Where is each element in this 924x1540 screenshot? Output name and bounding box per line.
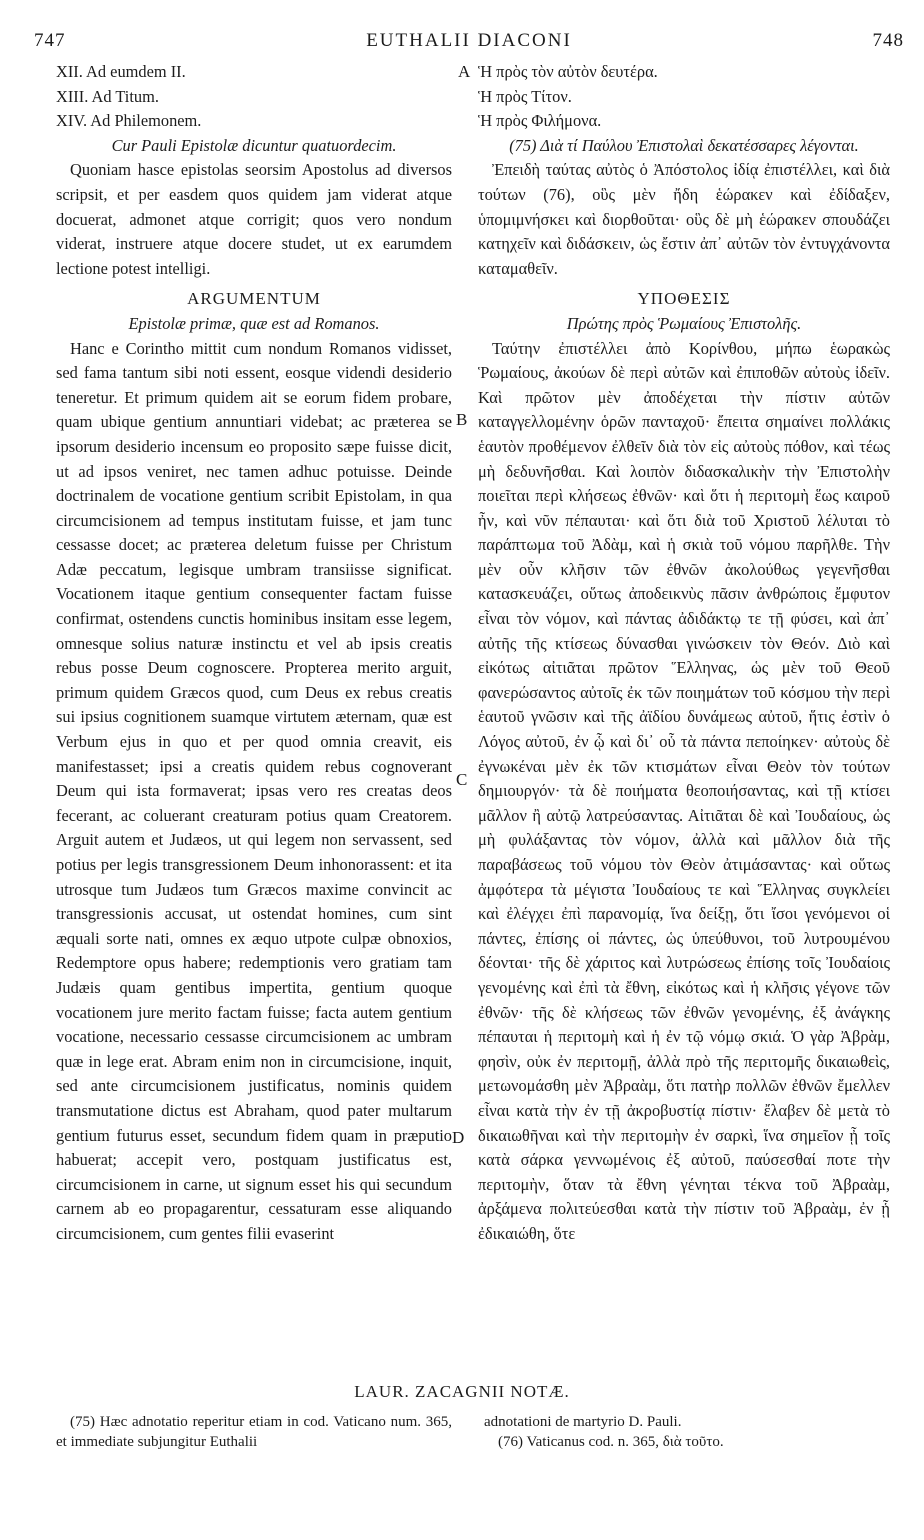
list-item: XII. Ad eumdem II. <box>56 62 186 81</box>
page-number-right: 748 <box>872 30 904 51</box>
margin-marker-d: D <box>452 1128 465 1147</box>
argumentum-title: ARGUMENTUM <box>187 289 321 309</box>
notes-title: LAUR. ZACAGNII NOTÆ. <box>354 1382 570 1401</box>
running-title: EUTHALII DIACONI <box>366 30 572 51</box>
section-heading-greek: (75) Διὰ τί Παύλου Ἐπιστολαὶ δεκατέσσαρες λέγονται. <box>509 135 859 155</box>
list-item: Ἡ πρὸς Τίτον. <box>478 86 572 106</box>
paragraph-latin-intro: Quoniam hasce epistolas seorsim Apostolus ad diversos scripsit, et per easdem quos quidem jam viderat atque docuerat, admonet atque corrigit; quos vero nondum viderat, instruere atque docere studet, ut ex earumdem lectione potest intelligi. <box>56 160 452 278</box>
list-item: XIV. Ad Philemonem. <box>56 111 202 131</box>
paragraph-latin-argument: Hanc e Corintho mittit cum nondum Romanos vidisset, sed fama tantum sibi noti essent, eosque videndi desiderio teneretur. Et primum quidem ait se eorum fidem probare, quam ubique gentium annuntiari videbat; ac præterea se ipsorum desiderio incensum eo proposito sæpe fuisse dicit, ut ad ipsos veniret, nec tamen adhuc potuisse. Deinde doctrinalem de vocatione gentium scribit Epistolam, in qua circumcisionem ad tempus institutam fuisse, et jam tunc cessasse docet; ac præterea deletum fuisse per Christum Adæ peccatum, legisque umbram transiisse significat. Vocationem itaque gentium consequenter factam fuisse confirmat, ostendens cunctis hominibus insitam esse legem, omnesque solius naturæ instinctu et vel ab ipsis creatis rebus posse Deum cognoscere. Propterea merito arguit, primum quidem Græcos quod, cum Deus ex rebus creatis sui ipsius cognitionem suamque virtutem æternam, quæ est Verbum ejus in quo et per quod omnia creavit, eis manifestasset; ipsi a creatis quidem rebus cognoverant Deum qui ista formaverat; ipsas vero res creatas deos fecerant, ac coluerant creaturam potius quam Creatorem. Arguit autem et Judæos, ut qui legem non servassent, sed potius per legis transgressionem Deum inhonorassent: et ita utrosque tum Judæos tum Græcos maxime convincit ac transgressionis accusat, ut ostendat homines, cum sint æquali sorte nati, omnes ex æquo utpote culpæ obnoxios, Redemptore opus habere; redemptionis vero gratiam tam Judæis quam gentibus impertita, gentium quoque vocationem jure merito factam fuisse; facta autem gentium vocatione, necessario cessasse circumcisionem ac umbram quæ in lege erat. Abram enim non in circumcisione, inquit, sed ante circumcisionem justificatus, nominis quidem transmutatione dictus est Abraham, quod pater multarum gentium futurus esset, secundum fidem quam in præputio habuerat; accepit vero, postquam justificatus est, circumcisionem in carne, ut signum esset his qui secundum carnem ab eo propagarentur, cessaturam esse aliquando circumcisionem, cum gentes filii evaserint <box>56 338 452 1243</box>
footnote-76: (76) Vaticanus cod. n. 365, διὰ τοῦτο. <box>498 1434 724 1450</box>
footnote-75: (75) Hæc adnotatio reperitur etiam in cod. Vaticano num. 365, et immediate subjungitur Euthalii <box>56 1414 452 1450</box>
margin-marker-c: C <box>456 770 468 789</box>
footnote-75-continued: adnotationi de martyrio D. Pauli. <box>484 1414 682 1430</box>
epistle-list-latin <box>56 60 452 134</box>
hypothesis-title: ΥΠΟΘΕΣΙΣ <box>637 289 731 309</box>
list-item: Ἡ πρὸς τὸν αὐτὸν δευτέρα. <box>478 62 658 81</box>
greek-column <box>478 60 890 1247</box>
epistle-list-greek <box>478 60 890 134</box>
paragraph-greek-intro: Ἐπειδὴ ταύτας αὐτὸς ὁ Ἀπόστολος ἰδίᾳ ἐπιστέλλει, καὶ διὰ τούτων (76), οὓς μὲν ἤδη ἑώρακεν καὶ ἐδίδαξεν, ὑπομιμνήσκει καὶ διορθοῦται· οὓς δὲ μὴ ἑώρακεν σπουδάζει κατηχεῖν καὶ διδάσκειν, ὡς ἔστιν ἀπ᾿ αὐτῶν τὸν ἐντυγχάνοντα καταμαθεῖν. <box>478 160 890 278</box>
page-number-left: 747 <box>34 30 66 51</box>
list-item: Ἡ πρὸς Φιλήμονα. <box>478 111 602 131</box>
list-item: XIII. Ad Titum. <box>56 86 159 106</box>
argumentum-subtitle: Epistolæ primæ, quæ est ad Romanos. <box>128 313 380 333</box>
section-heading-latin: Cur Pauli Epistolæ dicuntur quatuordecim. <box>111 135 397 155</box>
paragraph-greek-argument: Ταύτην ἐπιστέλλει ἀπὸ Κορίνθου, μήπω ἑωρακὼς Ῥωμαίους, ἀκούων δὲ περὶ αὐτῶν καὶ ἐπιποθῶν αὐτοὺς ἰδεῖν. Καὶ πρῶτον μὲν ἀποδέχεται τὴν πίστιν αὐτῶν καταγγελλομένην ὁρῶν πανταχοῦ· ἔπειτα σημαίνει πολλάκις ἑαυτὸν προθέμενον ἐλθεῖν διὰ τὸν εἰς αὐτοὺς πόθον, καὶ τέως μὴ δεδυνῆσθαι. Καὶ λοιπὸν διδασκαλικὴν τὴν Ἐπιστολὴν ποιεῖται περὶ κλήσεως ἐθνῶν· καὶ ὅτι ἡ περιτομὴ ἕως καιροῦ ἦν, καὶ νῦν πέπαυται· καὶ ὅτι διὰ τοῦ Χριστοῦ λέλυται τὸ παράπτωμα τοῦ Ἀδὰμ, καὶ ἡ σκιὰ τοῦ νόμου παρῆλθε. Τὴν μὲν οὖν κλῆσιν τῶν ἐθνῶν ἀκολούθως γεγενῆσθαι κατασκευάζει, οὕτως ἀποδεικνὺς πᾶσιν ἀνθρώποις ἔμφυτον εἶναι τὸν νόμον, καὶ πάντας ἀδιδάκτῳ τε τῇ φύσει, καὶ ἀπ᾿ αὐτῆς τῆς κτίσεως δύνασθαι γινώσκειν τὸν Θεόν. Διὸ καὶ εἰκότως αἰτιᾶται πρῶτον Ἕλληνας, ὡς μὲν τοῦ Θεοῦ φανερώσαντος αὐτοῖς ἐκ τῶν ποιημάτων τοῦ κόσμου τὴν περὶ ἑαυτοῦ γνῶσιν καὶ τῆς ἀϊδίου δυνάμεως αὐτοῦ, ἥτις ἐστὶν ὁ Λόγος αὐτοῦ, ἐν ᾧ καὶ δι᾿ οὗ τὰ πάντα πεποίηκεν· αὐτοὺς δὲ ἐγνωκέναι μὲν ἐκ τῶν κτισμάτων εἶναι Θεὸν τὸν τούτων δημιουργόν· τὰ δὲ ποιήματα θεοποιήσαντας, καὶ τῇ κτίσει μᾶλλον ἢ αὐτῷ λατρεύσαντας. Αἰτιᾶται δὲ καὶ Ἰουδαίους, ὡς μὴ φυλάξαντας τὸν νόμον, ἀλλὰ καὶ μᾶλλον διὰ τῆς παραβάσεως τοῦ νόμου τὸν Θεὸν ἀτιμάσαντας· καὶ οὕτως ἀμφότερα τὰ μέγιστα Ἰουδαίους τε καὶ Ἕλληνας συγκλείει καὶ ἐλέγχει ἐπὶ παρανομίᾳ, ἵνα δείξῃ, ὅτι ἴσοι γενόμενοι οἱ πάντες, ἐπίσης οἱ πάντες, ὡς ὑπεύθυνοι, τοῦ λυτρουμένου δέονται· τῆς δὲ χάριτος καὶ λυτρώσεως ἐπίσης τοῖς Ἰουδαίοις γενομένης καὶ ἐπὶ τὰ ἔθνη, εἰκότως καὶ ἡ κλῆσις γέγονε τῶν ἐθνῶν· τῆς δὲ κλήσεως τῶν ἐθνῶν γενομένης, ἐξ ἀνάγκης πέπαυται ἡ περιτομὴ καὶ ἡ ἐν τῷ νόμῳ σκιά. Ὁ γὰρ Ἀβρὰμ, φησὶν, οὐκ ἐν περιτομῇ, ἀλλὰ πρὸ τῆς περιτομῆς δικαιωθεὶς, μετωνομάσθη μὲν Ἀβραὰμ, ὅτι πατὴρ πολλῶν ἐθνῶν ἔμελλεν εἶναι κατὰ τὴν ἐν τῇ ἀκροβυστίᾳ πίστιν· ἔλαβεν δὲ μετὰ τὸ δικαιωθῆναι καὶ τὴν περιτομὴν ἐν σαρκὶ, ἵνα σημεῖον ᾖ τοῖς κατὰ σάρκα γεννωμένοις ἐξ αὐτοῦ, παύσεσθαί ποτε τὴν περιτομὴν, ὅταν τὰ ἔθνη γένηται τέκνα τοῦ Ἀβραὰμ, ἀρξάμενα πολιτεύεσθαι κατὰ τὴν πίστιν τοῦ Ἀβραὰμ, ἐν ᾗ ἐδικαιώθη, ὅτε <box>478 338 890 1243</box>
latin-column <box>56 60 452 1247</box>
margin-marker-a: A <box>458 62 471 81</box>
footnote-right-column <box>484 1412 890 1452</box>
hypothesis-subtitle: Πρώτης πρὸς Ῥωμαίους Ἐπιστολῆς. <box>566 313 802 333</box>
margin-marker-b: B <box>456 410 468 429</box>
page-header <box>34 30 904 54</box>
